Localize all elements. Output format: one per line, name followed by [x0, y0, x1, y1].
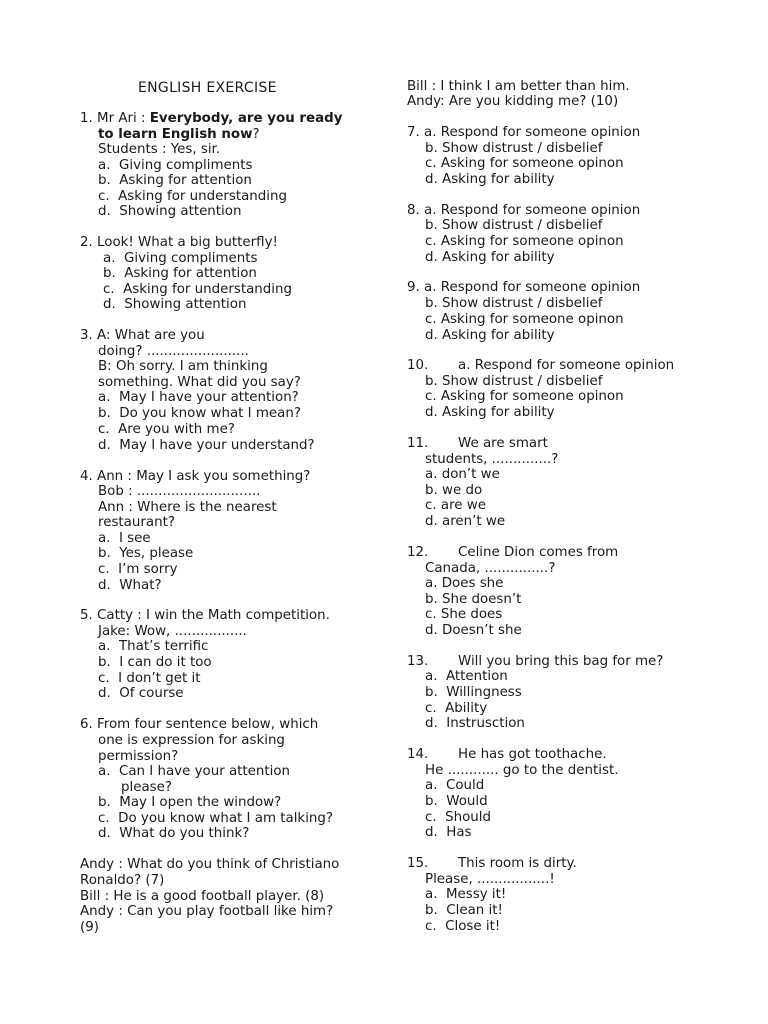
q15-option-a: a. Messy it! [425, 887, 507, 902]
question-12-cont: Canada, ...............? [425, 561, 556, 576]
dialog-line2: Ronaldo? (7) [80, 873, 165, 888]
q8-option-c: c. Asking for someone opinon [425, 234, 624, 249]
q1-option-a: a. Giving compliments [98, 158, 253, 173]
q11-option-b: b. we do [425, 483, 483, 498]
q7-option-d: d. Asking for ability [425, 172, 555, 187]
q14-option-c: c. Should [425, 810, 492, 825]
q6-option-d: d. What do you think? [98, 826, 250, 841]
question-15: This room is dirty. [458, 856, 577, 871]
q10-option-d: d. Asking for ability [425, 405, 555, 420]
q9-option-d: d. Asking for ability [425, 328, 555, 343]
q7-option-b: b. Show distrust / disbelief [425, 141, 603, 156]
question-12-number: 12. [407, 545, 429, 560]
q1-option-b: b. Asking for attention [98, 173, 252, 188]
q11-option-a: a. don’t we [425, 467, 500, 482]
q3-option-b: b. Do you know what I mean? [98, 406, 301, 421]
question-13-number: 13. [407, 654, 429, 669]
q13-option-a: a. Attention [425, 669, 508, 684]
question-5-line2: Jake: Wow, ................. [98, 624, 247, 639]
q12-option-d: d. Doesn’t she [425, 623, 522, 638]
q1-option-d: d. Showing attention [98, 204, 242, 219]
question-1-reply: Students : Yes, sir. [98, 142, 221, 157]
q3-option-d: d. May I have your understand? [98, 438, 315, 453]
q13-option-c: c. Ability [425, 701, 488, 716]
q8-option-d: d. Asking for ability [425, 250, 555, 265]
q3-option-c: c. Are you with me? [98, 422, 235, 437]
question-1-line1: 1. Mr Ari : Everybody, are you ready [80, 111, 343, 126]
q6-option-a-cont: please? [121, 780, 172, 795]
question-11-number: 11. [407, 436, 429, 451]
question-4-line1: 4. Ann : May I ask you something? [80, 469, 311, 484]
question-6-line2: one is expression for asking [98, 733, 285, 748]
dialog-line4: Andy : Can you play football like him? [80, 904, 334, 919]
dialog-right-line1: Bill : I think I am better than him. [407, 79, 630, 94]
question-13: Will you bring this bag for me? [458, 654, 664, 669]
q2-option-b: b. Asking for attention [103, 266, 257, 281]
q14-option-d: d. Has [425, 825, 472, 840]
q9-option-b: b. Show distrust / disbelief [425, 296, 603, 311]
q4-option-a: a. I see [98, 531, 151, 546]
question-4-line4: restaurant? [98, 515, 175, 530]
q12-option-b: b. She doesn’t [425, 592, 522, 607]
dialog-line1: Andy : What do you think of Christiano [80, 857, 340, 872]
q12-option-c: c. She does [425, 607, 503, 622]
q12-option-a: a. Does she [425, 576, 504, 591]
question-1-line2: to learn English now? [98, 127, 260, 142]
question-3-line1: 3. A: What are you [80, 328, 205, 343]
dialog-right-line2: Andy: Are you kidding me? (10) [407, 94, 619, 109]
question-6-line1: 6. From four sentence below, which [80, 717, 319, 732]
q2-option-c: c. Asking for understanding [103, 282, 292, 297]
q6-option-a: a. Can I have your attention [98, 764, 291, 779]
dialog-line5: (9) [80, 920, 99, 935]
q4-option-c: c. I’m sorry [98, 562, 178, 577]
q5-option-a: a. That’s terrific [98, 639, 209, 654]
question-14-cont: He ............ go to the dentist. [425, 763, 619, 778]
question-15-number: 15. [407, 856, 429, 871]
q5-option-d: d. Of course [98, 686, 184, 701]
question-4-line3: Ann : Where is the nearest [98, 500, 277, 515]
question-8: 8. a. Respond for someone opinion [407, 203, 641, 218]
q6-option-c: c. Do you know what I am talking? [98, 811, 334, 826]
q5-option-c: c. I don’t get it [98, 671, 201, 686]
question-4-line2: Bob : ............................. [98, 484, 261, 499]
q14-option-a: a. Could [425, 778, 485, 793]
q10-option-c: c. Asking for someone opinon [425, 389, 624, 404]
question-3-line2: doing? ........................ [98, 344, 249, 359]
q2-option-d: d. Showing attention [103, 297, 247, 312]
q8-option-b: b. Show distrust / disbelief [425, 218, 603, 233]
question-7: 7. a. Respond for someone opinion [407, 125, 641, 140]
q15-option-c: c. Close it! [425, 919, 501, 934]
q6-option-b: b. May I open the window? [98, 795, 282, 810]
q15-option-b: b. Clean it! [425, 903, 503, 918]
question-15-cont: Please, .................! [425, 872, 555, 887]
question-9: 9. a. Respond for someone opinion [407, 280, 641, 295]
question-14: He has got toothache. [458, 747, 607, 762]
q4-option-d: d. What? [98, 578, 162, 593]
question-14-number: 14. [407, 747, 429, 762]
question-10: a. Respond for someone opinion [458, 358, 675, 373]
q11-option-d: d. aren’t we [425, 514, 506, 529]
question-6-line3: permission? [98, 749, 179, 764]
q14-option-b: b. Would [425, 794, 488, 809]
q2-option-a: a. Giving compliments [103, 251, 258, 266]
question-5-line1: 5. Catty : I win the Math competition. [80, 608, 330, 623]
q10-option-b: b. Show distrust / disbelief [425, 374, 603, 389]
q9-option-c: c. Asking for someone opinon [425, 312, 624, 327]
q4-option-b: b. Yes, please [98, 546, 194, 561]
dialog-line3: Bill : He is a good football player. (8) [80, 889, 325, 904]
q13-option-d: d. Instrusction [425, 716, 525, 731]
q1-option-c: c. Asking for understanding [98, 189, 287, 204]
page-title: ENGLISH EXERCISE [138, 80, 277, 96]
question-12: Celine Dion comes from [458, 545, 619, 560]
question-3-line3: B: Oh sorry. I am thinking [98, 359, 268, 374]
question-10-number: 10. [407, 358, 429, 373]
q11-option-c: c. are we [425, 498, 486, 513]
q5-option-b: b. I can do it too [98, 655, 212, 670]
question-11: We are smart [458, 436, 548, 451]
q13-option-b: b. Willingness [425, 685, 522, 700]
question-11-cont: students, ..............? [425, 452, 559, 467]
question-2: 2. Look! What a big butterfly! [80, 235, 278, 250]
question-3-line4: something. What did you say? [98, 375, 301, 390]
q7-option-c: c. Asking for someone opinon [425, 156, 624, 171]
q3-option-a: a. May I have your attention? [98, 390, 299, 405]
